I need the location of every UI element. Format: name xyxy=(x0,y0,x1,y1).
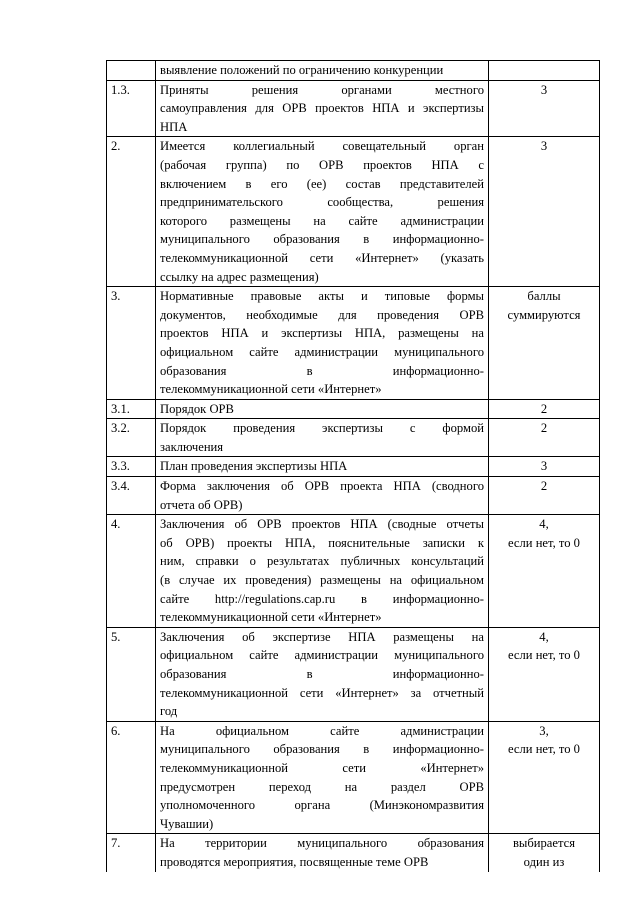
table-row xyxy=(107,721,600,834)
description-line: включением в его (ее) состав представителей xyxy=(160,176,484,191)
score-line: выбирается xyxy=(512,836,576,851)
description-line: муниципального образования в информационно- xyxy=(160,742,484,757)
row-score xyxy=(489,627,600,721)
description-line: План проведения экспертизы НПА xyxy=(160,459,348,474)
description-line: которого размещены на сайте администрации xyxy=(160,213,484,228)
description-line: официальном сайте администрации муниципального xyxy=(160,648,484,663)
row-score xyxy=(489,721,600,834)
row-score xyxy=(489,477,600,515)
description-line: образования в информационно- xyxy=(160,363,484,378)
table-row xyxy=(107,457,600,477)
description-line: образования в информационно- xyxy=(160,667,484,681)
score-line: 2 xyxy=(540,421,548,436)
description-line: На территории муниципального образования xyxy=(160,836,484,851)
row-number: 7. xyxy=(107,834,156,872)
table-row xyxy=(107,834,600,872)
row-number: 1.3. xyxy=(107,80,156,137)
description-line: муниципального образования в информационно- xyxy=(160,232,484,247)
row-description xyxy=(156,834,489,872)
description-line: Нормативные правовые акты и типовые формы xyxy=(160,289,484,304)
description-line: проводятся мероприятия, посвященные теме ОРВ xyxy=(160,854,429,869)
row-number xyxy=(107,61,156,81)
description-line: выявление положений по ограничению конкуренции xyxy=(160,63,444,77)
description-line: На официальном сайте администрации xyxy=(160,723,484,738)
score-line: 4, xyxy=(539,517,549,532)
description-line: ним, справки о результатах публичных консультаций xyxy=(160,554,484,569)
row-description xyxy=(156,287,489,400)
row-number: 5. xyxy=(107,627,156,721)
score-line: если нет, то 0 xyxy=(508,648,580,663)
score-line: 3 xyxy=(540,139,548,154)
description-line: Форма заключения об ОРВ проекта НПА (сводного xyxy=(160,479,484,494)
description-line: Чувашии) xyxy=(160,816,214,831)
row-number: 4. xyxy=(107,515,156,628)
row-description xyxy=(156,137,489,287)
row-score xyxy=(489,399,600,419)
row-description xyxy=(156,419,489,457)
row-description xyxy=(156,515,489,628)
description-line: предпринимательского сообщества, решения xyxy=(160,195,484,210)
description-line: сайте http://regulations.cap.ru в информационно- xyxy=(160,591,484,606)
row-description xyxy=(156,61,489,81)
description-line: Заключения об ОРВ проектов НПА (сводные отчеты xyxy=(160,517,484,532)
criteria-table-body xyxy=(107,61,600,872)
table-row xyxy=(107,80,600,137)
description-line: Порядок ОРВ xyxy=(160,401,234,416)
score-line: 3 xyxy=(540,82,548,97)
description-line: самоуправления для ОРВ проектов НПА и экспертизы xyxy=(160,101,484,116)
table-row xyxy=(107,137,600,287)
row-number: 3.1. xyxy=(107,399,156,419)
row-score xyxy=(489,287,600,400)
description-line: Имеется коллегиальный совещательный орган xyxy=(160,139,484,154)
row-score xyxy=(489,834,600,872)
description-line: телекоммуникационной сети «Интернет» xyxy=(160,760,484,775)
criteria-table xyxy=(106,60,600,872)
row-score xyxy=(489,61,600,81)
table-row xyxy=(107,477,600,515)
row-number: 3.3. xyxy=(107,457,156,477)
row-score xyxy=(489,419,600,457)
description-line: телекоммуникационной сети «Интернет» xyxy=(160,382,382,397)
description-line: (в случае их проведения) размещены на официальном xyxy=(160,573,484,588)
score-line: 2 xyxy=(540,479,548,494)
description-line: отчета об ОРВ) xyxy=(160,497,243,512)
description-line: заключения xyxy=(160,439,224,454)
score-line: 3, xyxy=(539,723,549,738)
score-line: 4, xyxy=(539,629,549,644)
table-row xyxy=(107,627,600,721)
score-line: 2 xyxy=(540,401,548,416)
score-line: если нет, то 0 xyxy=(508,742,580,757)
row-description xyxy=(156,627,489,721)
description-line: проектов НПА и экспертизы НПА, размещены на xyxy=(160,326,484,341)
table-row xyxy=(107,61,600,81)
description-line: Приняты решения органами местного xyxy=(160,82,484,97)
description-line: официальном сайте администрации муниципального xyxy=(160,344,484,359)
score-line: суммируются xyxy=(507,307,581,322)
row-description xyxy=(156,721,489,834)
description-line: уполномоченного органа (Минэкономразвития xyxy=(160,798,484,813)
row-score xyxy=(489,80,600,137)
row-number: 2. xyxy=(107,137,156,287)
description-line: об ОРВ) проекты НПА, пояснительные записки к xyxy=(160,535,484,550)
description-line: ссылку на адрес размещения) xyxy=(160,269,319,284)
table-row xyxy=(107,399,600,419)
row-description xyxy=(156,477,489,515)
description-line: Заключения об экспертизе НПА размещены на xyxy=(160,629,484,644)
description-line: (рабочая группа) по ОРВ проектов НПА с xyxy=(160,157,484,172)
row-score xyxy=(489,137,600,287)
table-row xyxy=(107,515,600,628)
row-number: 3.2. xyxy=(107,419,156,457)
description-line: документов, необходимые для проведения ОРВ xyxy=(160,307,484,322)
description-line: телекоммуникационной сети «Интернет» (указать xyxy=(160,250,484,265)
score-line: 3 xyxy=(540,459,548,474)
row-score xyxy=(489,515,600,628)
row-description xyxy=(156,399,489,419)
description-line: год xyxy=(160,704,178,719)
score-line: один из xyxy=(523,854,565,869)
description-line: предусмотрен переход на раздел ОРВ xyxy=(160,779,484,794)
row-description xyxy=(156,80,489,137)
row-description xyxy=(156,457,489,477)
description-line: Порядок проведения экспертизы с формой xyxy=(160,421,484,436)
score-line: если нет, то 0 xyxy=(508,535,580,550)
row-number: 3. xyxy=(107,287,156,400)
table-row xyxy=(107,419,600,457)
row-score xyxy=(489,457,600,477)
row-number: 3.4. xyxy=(107,477,156,515)
table-row xyxy=(107,287,600,400)
score-line: баллы xyxy=(527,289,561,304)
description-line: телекоммуникационной сети «Интернет» за отчетный xyxy=(160,685,484,700)
row-number: 6. xyxy=(107,721,156,834)
description-line: телекоммуникационной сети «Интернет» xyxy=(160,610,382,625)
description-line: НПА xyxy=(160,119,188,134)
